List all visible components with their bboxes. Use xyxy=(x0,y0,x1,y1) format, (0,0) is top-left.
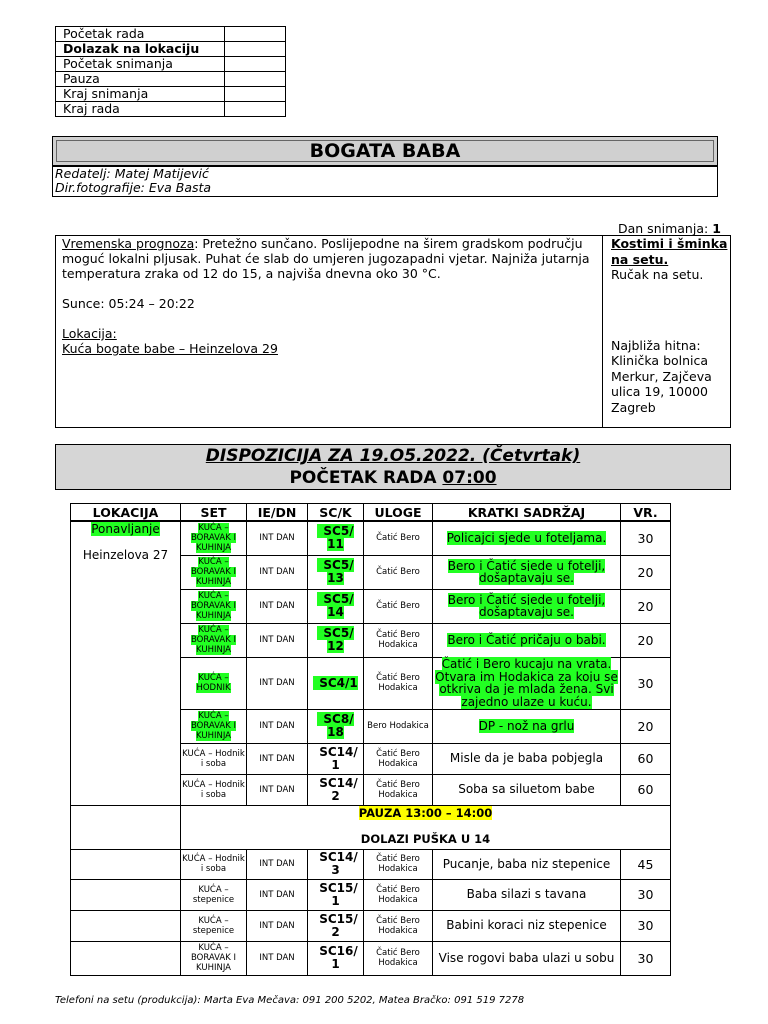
set-cell: KUĆA – BORAVAK I KUHINJA xyxy=(181,555,247,589)
pause-text: PAUZA 13:00 – 14:00 xyxy=(358,805,493,820)
ie-dn-cell: INT DAN xyxy=(247,941,308,975)
roles-cell: Čatić Bero xyxy=(364,589,433,623)
table-row xyxy=(71,521,671,555)
content-cell: Baba silazi s tavana xyxy=(433,879,621,910)
column-header: KRATKI SADRŽAJ xyxy=(433,504,621,522)
content-cell: Soba sa siluetom babe xyxy=(433,774,621,805)
set-cell: KUĆA – BORAVAK I KUHINJA xyxy=(181,941,247,975)
set-cell: KUĆA – BORAVAK I KUHINJA xyxy=(181,623,247,657)
roles-cell: Čatić Bero Hodakica xyxy=(364,743,433,774)
content-cell: DP - nož na grlu xyxy=(433,709,621,743)
title-box xyxy=(52,136,718,166)
lunch-note: Ručak na setu. xyxy=(611,267,704,282)
crew-box xyxy=(52,166,718,197)
ie-dn-cell: INT DAN xyxy=(247,743,308,774)
ie-dn-cell: INT DAN xyxy=(247,910,308,941)
column-header: LOKACIJA xyxy=(71,504,181,522)
location-label: Lokacija: xyxy=(62,326,117,341)
ie-dn-cell: INT DAN xyxy=(247,521,308,555)
ie-dn-cell: INT DAN xyxy=(247,657,308,709)
ie-dn-cell: INT DAN xyxy=(247,623,308,657)
scene-cell: SC14/ 2 xyxy=(308,774,364,805)
scene-cell: SC5/ 11 xyxy=(308,521,364,555)
location-empty xyxy=(71,941,181,975)
time-label: Pauza xyxy=(56,72,225,87)
column-header: IE/DN xyxy=(247,504,308,522)
table-row xyxy=(71,910,671,941)
hospital-note: Najbliža hitna: Klinička bolnica Merkur, Zajčeva ulica 19, 10000 Zagreb xyxy=(611,337,712,415)
duration-cell: 20 xyxy=(621,709,671,743)
time-value[interactable] xyxy=(225,102,286,117)
set-cell: KUĆA – BORAVAK I KUHINJA xyxy=(181,521,247,555)
roles-cell: Čatić Bero xyxy=(364,555,433,589)
repeat-tag: Ponavljanje xyxy=(91,522,160,536)
duration-cell: 20 xyxy=(621,555,671,589)
director: Redatelj: Matej Matijević xyxy=(55,166,209,181)
disposition-box xyxy=(55,444,731,490)
disposition-date: DISPOZICIJA ZA 19.O5.2022. (Četvrtak) xyxy=(205,446,581,466)
set-cell: KUĆA – Hodnik i soba xyxy=(181,849,247,879)
scene-cell: SC5/ 13 xyxy=(308,555,364,589)
scene-cell: SC4/1 xyxy=(308,657,364,709)
roles-cell: Čatić Bero Hodakica xyxy=(364,623,433,657)
column-header: VR. xyxy=(621,504,671,522)
location-empty xyxy=(71,910,181,941)
time-value[interactable] xyxy=(225,42,286,57)
set-cell: KUĆA – BORAVAK I KUHINJA xyxy=(181,589,247,623)
scene-cell: SC15/ 1 xyxy=(308,879,364,910)
weather: Vremenska prognoza: Pretežno sunčano. Poslijepodne na širem gradskom području moguć lokalni pljusak. Puhat će slab do umjeren jugozapadni vjetar. Najniža jutarnja temperatura zraka od 12 do 15, a najviša dnevna oko 30 °C. xyxy=(62,236,590,281)
location-address: Kuća bogate babe – Heinzelova 29 xyxy=(62,341,278,356)
location-cell xyxy=(71,521,181,805)
rifle-note: DOLAZI PUŠKA U 14 xyxy=(360,831,491,846)
scene-cell: SC8/ 18 xyxy=(308,709,364,743)
ie-dn-cell: INT DAN xyxy=(247,774,308,805)
scene-cell: SC16/ 1 xyxy=(308,941,364,975)
scene-cell: SC14/ 3 xyxy=(308,849,364,879)
pause-empty xyxy=(71,805,181,849)
time-value[interactable] xyxy=(225,57,286,72)
ie-dn-cell: INT DAN xyxy=(247,849,308,879)
duration-cell: 45 xyxy=(621,849,671,879)
sun-times: Sunce: 05:24 – 20:22 xyxy=(62,296,195,311)
time-row xyxy=(56,72,286,87)
time-value[interactable] xyxy=(225,27,286,42)
info-left xyxy=(56,236,603,427)
set-cell: KUĆA – stepenice xyxy=(181,910,247,941)
duration-cell: 20 xyxy=(621,623,671,657)
content-cell: Čatić i Bero kucaju na vrata. Otvara im Hodakica za koju se otkriva da je mlada žena. Svi zajedno ulaze u kuću. xyxy=(433,657,621,709)
content-cell: Bero i Čatić sjede u fotelji, došaptavaju se. xyxy=(433,589,621,623)
costume-note: Kostimi i šminka na setu. xyxy=(611,236,728,267)
time-row xyxy=(56,102,286,117)
content-cell: Bero i Čatić sjede u fotelji, došaptavaju se. xyxy=(433,555,621,589)
info-box xyxy=(55,235,731,428)
time-row xyxy=(56,42,286,57)
time-row xyxy=(56,27,286,42)
time-label: Početak snimanja xyxy=(56,57,225,72)
shooting-day: Dan snimanja: 1 xyxy=(618,221,721,236)
scene-cell: SC14/ 1 xyxy=(308,743,364,774)
roles-cell: Čatić Bero Hodakica xyxy=(364,849,433,879)
table-row xyxy=(71,941,671,975)
column-header: SET xyxy=(181,504,247,522)
time-row xyxy=(56,87,286,102)
set-cell: KUĆA – HODNIK xyxy=(181,657,247,709)
time-row xyxy=(56,57,286,72)
set-cell: KUĆA – BORAVAK I KUHINJA xyxy=(181,709,247,743)
time-label: Kraj snimanja xyxy=(56,87,225,102)
duration-cell: 60 xyxy=(621,743,671,774)
roles-cell: Čatić Bero Hodakica xyxy=(364,910,433,941)
ie-dn-cell: INT DAN xyxy=(247,879,308,910)
start-time: POČETAK RADA 07:00 xyxy=(289,468,497,488)
ie-dn-cell: INT DAN xyxy=(247,555,308,589)
time-value[interactable] xyxy=(225,87,286,102)
table-row xyxy=(71,879,671,910)
ie-dn-cell: INT DAN xyxy=(247,709,308,743)
location-empty xyxy=(71,879,181,910)
set-cell: KUĆA – Hodnik i soba xyxy=(181,774,247,805)
content-cell: Babini koraci niz stepenice xyxy=(433,910,621,941)
set-cell: KUĆA – Hodnik i soba xyxy=(181,743,247,774)
column-header: ULOGE xyxy=(364,504,433,522)
location-address-cell: Heinzelova 27 xyxy=(82,548,169,562)
duration-cell: 30 xyxy=(621,910,671,941)
table-row xyxy=(71,849,671,879)
roles-cell: Čatić Bero Hodakica xyxy=(364,941,433,975)
time-value[interactable] xyxy=(225,72,286,87)
time-label: Početak rada xyxy=(56,27,225,42)
content-cell: Vise rogovi baba ulazi u sobu xyxy=(433,941,621,975)
set-cell: KUĆA – stepenice xyxy=(181,879,247,910)
schedule-table xyxy=(70,503,671,976)
content-cell: Policajci sjede u foteljama. xyxy=(433,521,621,555)
ie-dn-cell: INT DAN xyxy=(247,589,308,623)
roles-cell: Čatić Bero Hodakica xyxy=(364,879,433,910)
time-label: Dolazak na lokaciju xyxy=(56,42,225,57)
dop: Dir.fotografije: Eva Basta xyxy=(55,180,212,195)
info-right xyxy=(611,236,729,415)
time-label: Kraj rada xyxy=(56,102,225,117)
scene-cell: SC5/ 12 xyxy=(308,623,364,657)
scene-cell: SC15/ 2 xyxy=(308,910,364,941)
content-cell: Bero i Čatić pričaju o babi. xyxy=(433,623,621,657)
duration-cell: 30 xyxy=(621,879,671,910)
page-title: BOGATA BABA xyxy=(56,140,714,162)
pause-cell xyxy=(181,805,671,849)
duration-cell: 60 xyxy=(621,774,671,805)
roles-cell: Čatić Bero Hodakica xyxy=(364,774,433,805)
location-empty xyxy=(71,849,181,879)
scene-cell: SC5/ 14 xyxy=(308,589,364,623)
content-cell: Pucanje, baba niz stepenice xyxy=(433,849,621,879)
pause-row xyxy=(71,805,671,849)
column-header: SC/K xyxy=(308,504,364,522)
roles-cell: Čatić Bero xyxy=(364,521,433,555)
content-cell: Misle da je baba pobjegla xyxy=(433,743,621,774)
time-table xyxy=(55,26,286,117)
duration-cell: 30 xyxy=(621,941,671,975)
duration-cell: 30 xyxy=(621,657,671,709)
roles-cell: Čatić Bero Hodakica xyxy=(364,657,433,709)
roles-cell: Bero Hodakica xyxy=(364,709,433,743)
footer-phones: Telefoni na setu (produkcija): Marta Eva Mečava: 091 200 5202, Matea Bračko: 091 519 7278 xyxy=(55,995,525,1006)
duration-cell: 30 xyxy=(621,521,671,555)
duration-cell: 20 xyxy=(621,589,671,623)
